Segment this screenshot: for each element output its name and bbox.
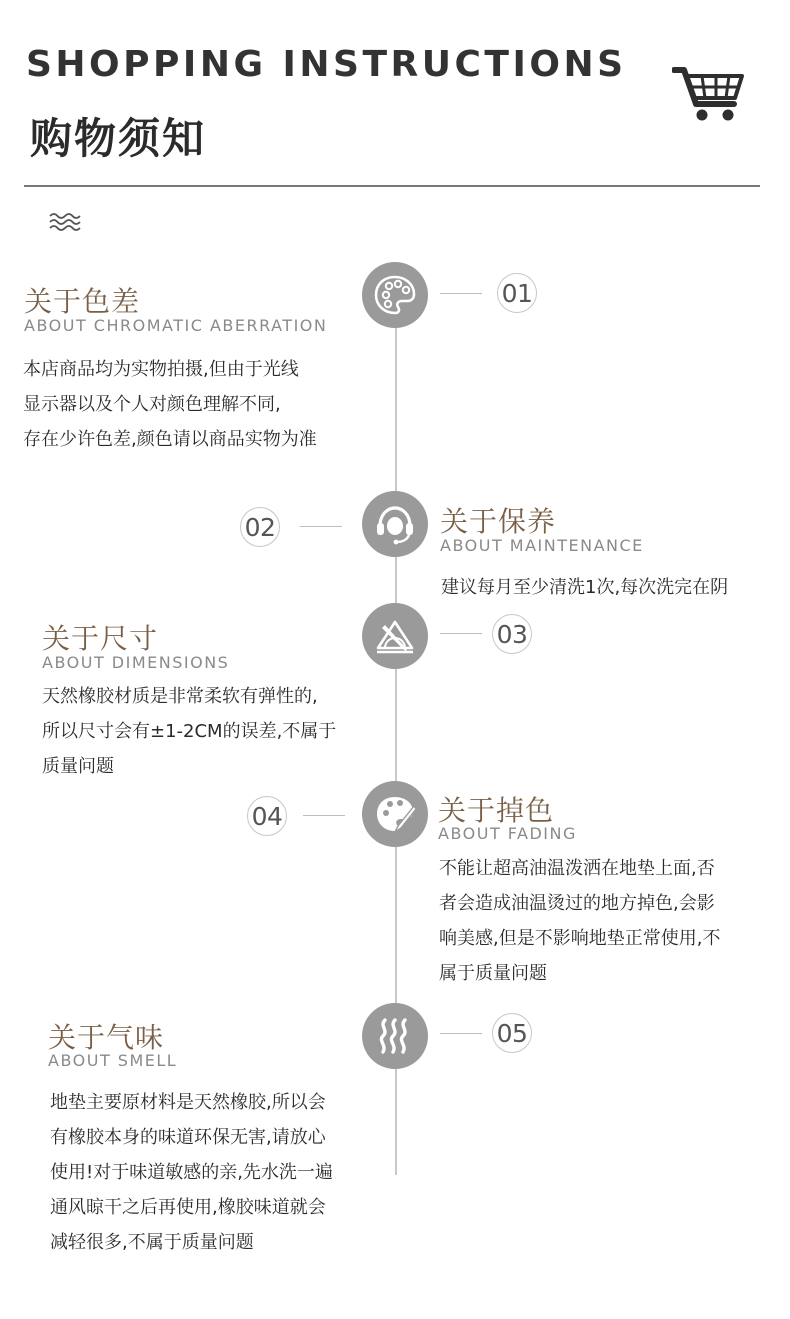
section-body bbox=[441, 570, 728, 605]
body-line: 地垫主要原材料是天然橡胶,所以会 bbox=[50, 1092, 326, 1113]
body-line: 存在少许色差,颜色请以商品实物为准 bbox=[23, 429, 317, 450]
palette-brush-icon bbox=[362, 781, 428, 847]
section-title: 关于色差 bbox=[24, 285, 141, 318]
body-line: 者会造成油温烫过的地方掉色,会影 bbox=[439, 893, 715, 914]
shopping-cart-icon bbox=[672, 62, 744, 124]
section-number-badge: 03 bbox=[492, 614, 532, 654]
connector-line bbox=[300, 526, 342, 527]
smell-waves-icon bbox=[362, 1003, 428, 1069]
body-line: 本店商品均为实物拍摄,但由于光线 bbox=[23, 359, 299, 380]
ruler-pencil-icon bbox=[362, 603, 428, 669]
body-line: 建议每月至少清洗1次,每次洗完在阴 bbox=[441, 577, 729, 598]
section-title: 关于气味 bbox=[48, 1021, 165, 1054]
connector-line bbox=[303, 815, 345, 816]
section-number-badge: 05 bbox=[492, 1013, 532, 1053]
body-line: 显示器以及个人对颜色理解不同, bbox=[23, 394, 281, 415]
body-line: 属于质量问题 bbox=[439, 963, 547, 984]
header-divider bbox=[24, 185, 760, 187]
page-title-chinese: 购物须知 bbox=[30, 114, 207, 163]
section-subtitle: ABOUT DIMENSIONS bbox=[42, 653, 230, 672]
section-subtitle: ABOUT SMELL bbox=[48, 1051, 178, 1070]
section-body bbox=[50, 1085, 333, 1260]
section-body bbox=[23, 352, 317, 457]
section-number-badge: 02 bbox=[240, 507, 280, 547]
body-line: 通风晾干之后再使用,橡胶味道就会 bbox=[50, 1197, 326, 1218]
body-line: 不能让超高油温泼洒在地垫上面,否 bbox=[439, 858, 715, 879]
headset-icon bbox=[362, 491, 428, 557]
wave-decoration-icon bbox=[48, 210, 82, 232]
connector-line bbox=[440, 293, 482, 294]
body-line: 使用!对于味道敏感的亲,先水洗一遍 bbox=[50, 1162, 333, 1183]
body-line: 质量问题 bbox=[42, 756, 114, 777]
section-subtitle: ABOUT FADING bbox=[438, 824, 577, 843]
section-number-badge: 04 bbox=[247, 796, 287, 836]
section-title: 关于尺寸 bbox=[42, 622, 159, 655]
body-line: 所以尺寸会有±1-2CM的误差,不属于 bbox=[42, 721, 337, 742]
section-subtitle: ABOUT MAINTENANCE bbox=[440, 536, 644, 555]
section-number-badge: 01 bbox=[497, 273, 537, 313]
body-line: 有橡胶本身的味道环保无害,请放心 bbox=[50, 1127, 326, 1148]
body-line: 响美感,但是不影响地垫正常使用,不 bbox=[439, 928, 721, 949]
page-title-english: SHOPPING INSTRUCTIONS bbox=[26, 44, 627, 85]
body-line: 天然橡胶材质是非常柔软有弹性的, bbox=[42, 686, 318, 707]
section-title: 关于保养 bbox=[440, 505, 557, 538]
section-title: 关于掉色 bbox=[438, 794, 555, 827]
connector-line bbox=[440, 633, 482, 634]
palette-icon bbox=[362, 262, 428, 328]
section-body bbox=[439, 851, 720, 991]
body-line: 减轻很多,不属于质量问题 bbox=[50, 1232, 254, 1253]
section-body bbox=[42, 679, 336, 784]
connector-line bbox=[440, 1033, 482, 1034]
section-subtitle: ABOUT CHROMATIC ABERRATION bbox=[24, 316, 328, 335]
